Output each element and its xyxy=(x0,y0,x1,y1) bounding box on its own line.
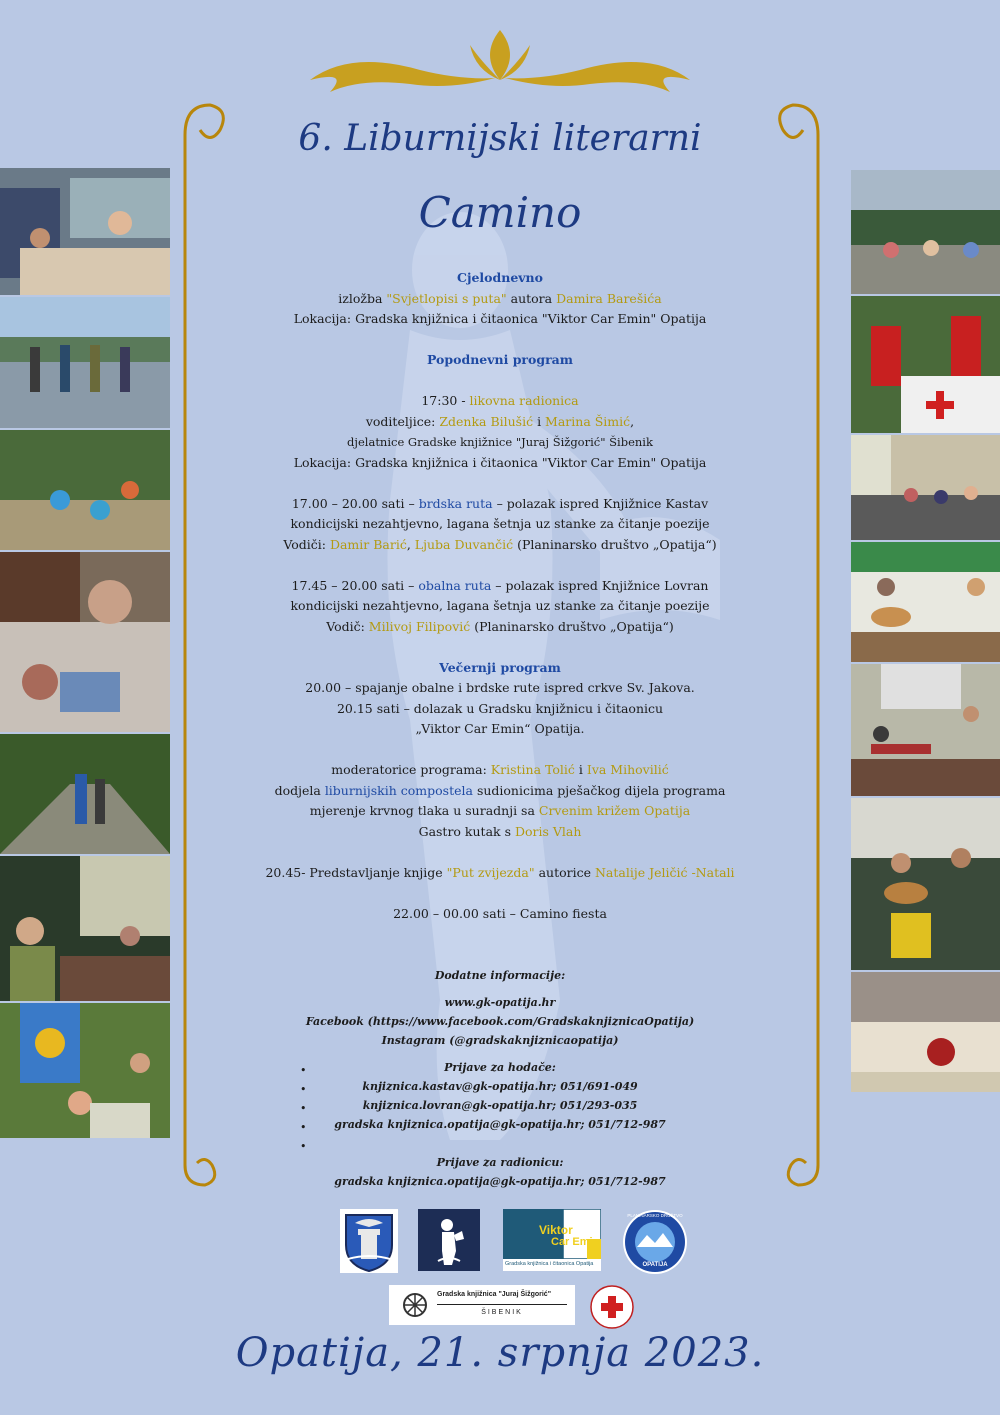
compostela-line: dodjela liburnijskih compostela sudionicima pješačkog dijela programa xyxy=(274,782,726,798)
viktor-car-emin-logo xyxy=(503,1209,601,1271)
walkers-heading: Prijave za hodače: xyxy=(444,1061,556,1074)
website-link[interactable]: www.gk-opatija.hr xyxy=(444,996,556,1009)
walkers-contact-kastav[interactable]: knjiznica.kastav@gk-opatija.hr; 051/691-049 xyxy=(362,1080,638,1093)
mountain-route-line: 17.00 – 20.00 sati – brdska ruta – polazak ispred Knjižnice Kastav xyxy=(291,495,709,511)
info-section xyxy=(260,966,740,1191)
heading-popodnevni: Popodnevni program xyxy=(426,352,574,367)
planinarsko-drustvo-logo xyxy=(622,1209,688,1275)
mountain-route-guides: Vodiči: Damir Barić, Ljuba Duvančić (Planinarsko društvo „Opatija“) xyxy=(283,536,717,552)
heading-vecernji: Večernji program xyxy=(439,659,561,675)
workshop-time: 17:30 - likovna radionica xyxy=(421,393,579,408)
workshop-leads: voditeljice: Zdenka Bilušić i Marina Šimić, xyxy=(365,413,635,429)
photo-presentation xyxy=(851,664,1000,796)
camino-pilgrim-logo xyxy=(418,1209,480,1271)
opatija-coat-of-arms-logo xyxy=(340,1209,398,1273)
workshop-location: Lokacija: Gradska knjižnica i čitaonica "Viktor Car Emin" Opatija xyxy=(293,454,707,470)
evening-line3: „Viktor Car Emin“ Opatija. xyxy=(415,721,585,736)
right-photo-column xyxy=(851,170,1000,1094)
viktor-logo-line1: Viktor xyxy=(539,1223,573,1237)
viktor-logo-subtitle: Gradska knjižnica i čitaonica Opatija xyxy=(505,1261,594,1267)
place-and-date: Opatija, 21. srpnja 2023. xyxy=(235,1330,765,1376)
pd-ring-text: PLANINARSKO DRUŠTVO xyxy=(627,1213,683,1218)
pd-name-text: OPATIJA xyxy=(642,1262,668,1268)
bullet-list-markers xyxy=(300,1061,307,1156)
sibenik-logo-city: ŠIBENIK xyxy=(481,1309,523,1316)
walkers-contact-lovran[interactable]: knjiznica.lovran@gk-opatija.hr; 051/293-035 xyxy=(362,1099,638,1112)
photo-children-park xyxy=(0,430,170,550)
photo-musicians-green xyxy=(851,542,1000,662)
heading-cjelodnevno: Cjelodnevno xyxy=(457,270,543,285)
exhibition-location: Lokacija: Gradska knjižnica i čitaonica "Viktor Car Emin" Opatija xyxy=(293,311,707,326)
mountain-route-desc: kondicijski nezahtjevno, lagana šetnja uz stanke za čitanje poezije xyxy=(290,516,710,531)
coastal-route-guide: Vodič: Milivoj Filipović (Planinarsko društvo „Opatija“) xyxy=(326,618,674,634)
evening-line2: 20.15 sati – dolazak u Gradsku knjižnicu i čitaonicu xyxy=(336,700,664,716)
evening-line1: 20.00 – spajanje obalne i brdske rute ispred crkve Sv. Jakova. xyxy=(305,680,695,695)
photo-harbour-group xyxy=(0,297,170,428)
sibenik-logo-name: Gradska knjižnica "Juraj Šižgorić" xyxy=(437,1291,552,1298)
photo-kids-painting xyxy=(0,1003,170,1138)
photo-evening-reading xyxy=(0,856,170,1001)
coastal-route-desc: kondicijski nezahtjevno, lagana šetnja uz stanke za čitanje poezije xyxy=(290,598,710,613)
photo-compostela-box xyxy=(851,972,1000,1092)
instagram-link[interactable]: Instagram (@gradskaknjiznicaopatija) xyxy=(381,1034,619,1047)
fiesta-line: 22.00 – 00.00 sati – Camino fiesta xyxy=(393,905,607,921)
exhibition-line: izložba "Svjetlopisi s puta" autora Damira Barešića xyxy=(338,290,662,306)
photo-park-gathering xyxy=(851,170,1000,294)
partner-logos xyxy=(0,1205,1000,1335)
bullet-marker: • xyxy=(300,1121,307,1134)
coastal-route-line: 17.45 – 20.00 sati – obalna ruta – polazak ispred Knjižnice Lovran xyxy=(291,577,709,593)
photo-crafts-table xyxy=(0,552,170,732)
left-photo-column xyxy=(0,168,170,1140)
workshop-contact[interactable]: gradska knjiznica.opatija@gk-opatija.hr; 051/712-987 xyxy=(334,1175,666,1188)
bullet-marker: • xyxy=(300,1064,307,1077)
bullet-marker: • xyxy=(300,1102,307,1115)
sibenik-library-logo xyxy=(389,1285,575,1325)
workshop-staff: djelatnice Gradske knjižnice "Juraj Šižgorić" Šibenik xyxy=(347,435,653,449)
gastro-line: Gastro kutak s Doris Vlah xyxy=(418,823,582,839)
photo-red-cross-stand xyxy=(851,296,1000,433)
photo-library-workshop xyxy=(0,168,170,295)
red-cross-logo xyxy=(590,1285,634,1329)
photo-band-performance xyxy=(851,798,1000,970)
workshop-heading: Prijave za radionicu: xyxy=(436,1156,564,1169)
blood-pressure-line: mjerenje krvnog tlaka u suradnji sa Crvenim križem Opatija xyxy=(309,803,691,818)
moderators-line: moderatorice programa: Kristina Tolić i Iva Mihovilić xyxy=(331,762,669,777)
program-section xyxy=(200,268,800,924)
bullet-marker: • xyxy=(300,1083,307,1096)
info-heading: Dodatne informacije: xyxy=(434,969,566,982)
facebook-link[interactable]: Facebook (https://www.facebook.com/GradskaknjiznicaOpatija) xyxy=(305,1015,695,1028)
viktor-logo-line2: Car Emin xyxy=(551,1236,600,1248)
book-presentation-line: 20.45- Predstavljanje knjige "Put zvijezda" autorice Natalije Jeličić -Natali xyxy=(265,864,735,880)
bullet-marker: • xyxy=(300,1140,307,1153)
walkers-contact-opatija[interactable]: gradska knjiznica.opatija@gk-opatija.hr; 051/712-987 xyxy=(334,1118,666,1131)
event-title-line1: 6. Liburnijski literarni xyxy=(298,118,702,159)
photo-street-crowd xyxy=(851,435,1000,540)
event-title-line2: Camino xyxy=(418,188,582,237)
photo-hiking-path xyxy=(0,734,170,854)
